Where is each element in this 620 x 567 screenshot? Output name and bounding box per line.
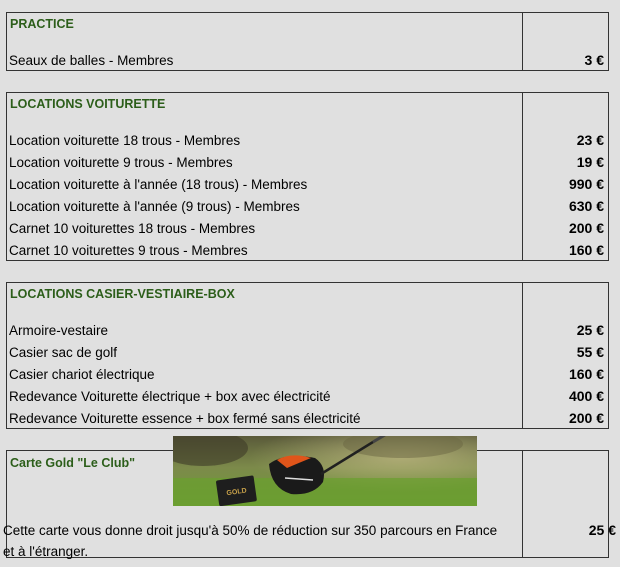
price-row	[9, 173, 608, 195]
item-label: Location voiturette à l'année (18 trous) - Membres	[9, 176, 308, 192]
item-price: 200 €	[568, 220, 604, 236]
item-price: 990 €	[568, 176, 604, 192]
item-label: Carnet 10 voiturettes 9 trous - Membres	[9, 242, 248, 258]
item-label: Armoire-vestaire	[9, 322, 109, 338]
price-row	[9, 385, 608, 407]
casier-section	[6, 282, 609, 429]
item-label: Redevance Voiturette électrique + box avec électricité	[9, 388, 331, 404]
section-title: LOCATIONS CASIER-VESTIAIRE-BOX	[10, 287, 235, 301]
price-row	[9, 407, 608, 429]
price-row	[9, 239, 608, 261]
item-price: 55 €	[576, 344, 604, 360]
item-label: Casier sac de golf	[9, 344, 118, 360]
section-title: LOCATIONS VOITURETTE	[10, 97, 166, 111]
voiturette-section	[6, 92, 609, 261]
price-column-divider	[522, 451, 523, 557]
practice-section	[6, 12, 609, 71]
gold-card-logo: GOLD	[226, 487, 248, 498]
price-row	[9, 363, 608, 385]
golf-driver-image	[173, 436, 477, 506]
item-label: Location voiturette 18 trous - Membres	[9, 132, 241, 148]
item-price: 400 €	[568, 388, 604, 404]
item-price: 25 €	[576, 322, 604, 338]
price-row	[9, 341, 608, 363]
item-price: 3 €	[584, 52, 604, 68]
gold-card-description: Cette carte vous donne droit jusqu'à 50% de réduction sur 350 parcours en France et à l'étranger.	[3, 523, 498, 559]
price-row	[9, 151, 608, 173]
item-price: 160 €	[568, 366, 604, 382]
price-row	[9, 195, 608, 217]
item-label: Carnet 10 voiturettes 18 trous - Membres	[9, 220, 256, 236]
section-title: Carte Gold "Le Club"	[10, 456, 136, 470]
item-label: Location voiturette à l'année (9 trous) - Membres	[9, 198, 300, 214]
item-price: 200 €	[568, 410, 604, 426]
section-title: PRACTICE	[10, 17, 74, 31]
price-row	[9, 319, 608, 341]
gold-card-price: 25 €	[588, 522, 616, 538]
price-row	[9, 49, 608, 71]
price-row	[9, 129, 608, 151]
item-price: 630 €	[568, 198, 604, 214]
item-price: 160 €	[568, 242, 604, 258]
price-row	[9, 217, 608, 239]
item-label: Location voiturette 9 trous - Membres	[9, 154, 233, 170]
item-price: 19 €	[576, 154, 604, 170]
item-price: 23 €	[576, 132, 604, 148]
golf-club-photo	[173, 436, 477, 506]
item-label: Casier chariot électrique	[9, 366, 155, 382]
item-label: Redevance Voiturette essence + box fermé sans électricité	[9, 410, 361, 426]
item-label: Seaux de balles - Membres	[9, 52, 174, 68]
